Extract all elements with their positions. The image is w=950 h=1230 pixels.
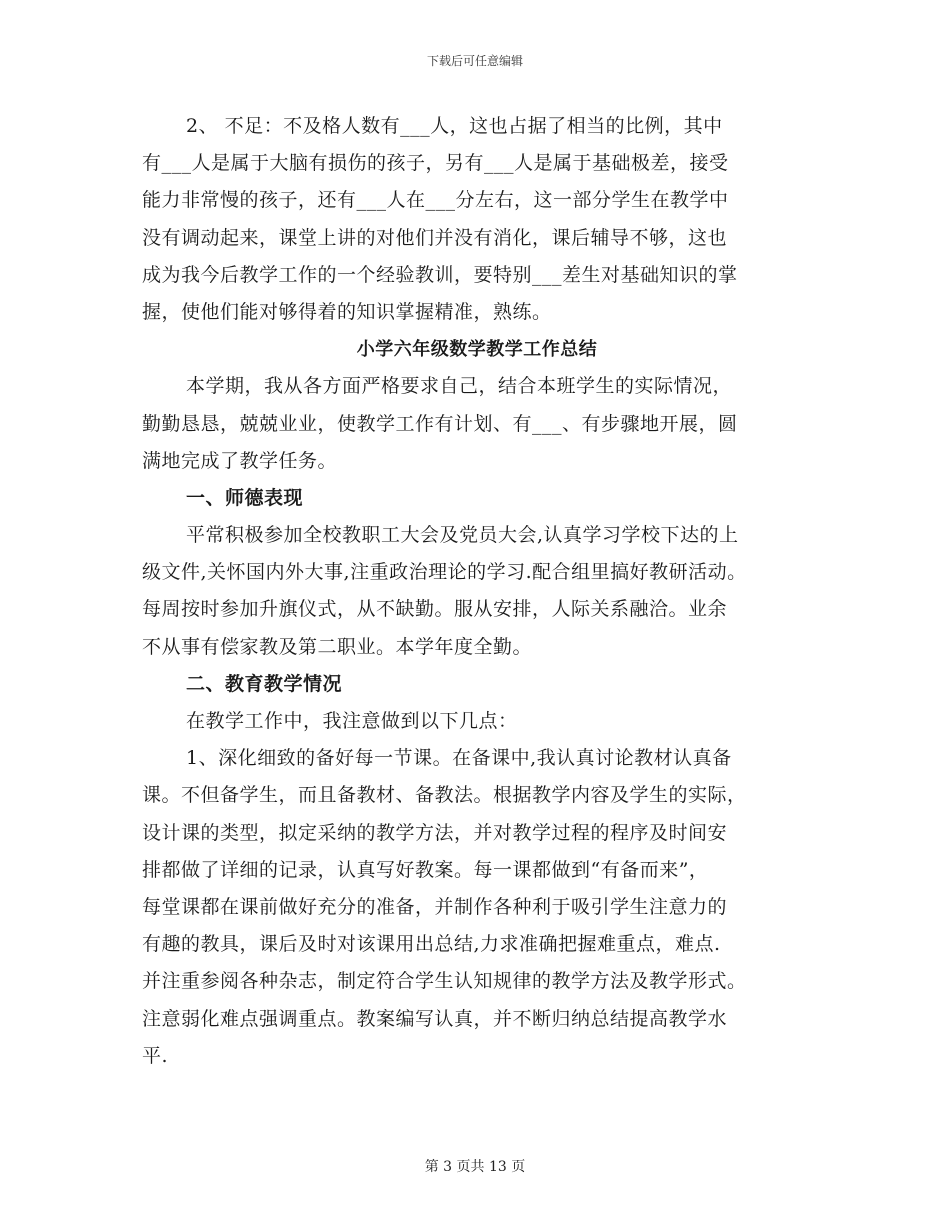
paragraph-line: 本学期，我从各方面严格要求自己，结合本班学生的实际情况， — [186, 375, 733, 398]
paragraph-line: 平. — [142, 1044, 169, 1067]
paragraph-line: 每堂课都在课前做好充分的准备，并制作各种利于吸引学生注意力的 — [142, 895, 728, 918]
paragraph-line: 在教学工作中，我注意做到以下几点： — [186, 710, 518, 732]
paragraph-line: 满地完成了教学任务。 — [142, 449, 338, 472]
page-number: 第 3 页共 13 页 — [424, 1159, 526, 1175]
paragraph-line: 握，使他们能对够得着的知识掌握精准，熟练。 — [142, 300, 552, 323]
paragraph-line: 成为我今后教学工作的一个经验教训，要特别___差生对基础知识的掌 — [142, 263, 738, 286]
paragraph-line: 没有调动起来，课堂上讲的对他们并没有消化，课后辅导不够，这也 — [142, 226, 728, 249]
paragraph-line: 并注重参阅各种杂志，制定符合学生认知规律的教学方法及教学形式。 — [142, 970, 747, 993]
paragraph-line: 能力非常慢的孩子，还有___人在___分左右，这一部分学生在教学中 — [142, 189, 729, 212]
paragraph-line: 设计课的类型，拟定采纳的教学方法，并对教学过程的程序及时间安 — [142, 821, 728, 844]
page-header: 下载后可任意编辑 — [426, 54, 523, 68]
paragraph-line: 2、 不足：不及格人数有___人，这也占据了相当的比例，其中 — [186, 115, 723, 137]
paragraph-line: 排都做了详细的记录，认真写好教案。每一课都做到“有备而来”， — [142, 858, 709, 881]
document-body — [142, 108, 812, 1075]
paragraph-line: 不从事有偿家教及第二职业。本学年度全勤。 — [142, 635, 533, 658]
section-heading: 一、师德表现 — [186, 486, 304, 509]
section-heading: 二、教育教学情况 — [186, 672, 343, 695]
paragraph-line: 勤勤恳恳，兢兢业业，使教学工作有计划、有___、有步骤地开展，圆 — [142, 412, 738, 435]
paragraph-line: 平常积极参加全校教职工大会及党员大会,认真学习学校下达的上 — [186, 524, 739, 547]
paragraph-line: 级文件,关怀国内外大事,注重政治理论的学习.配合组里搞好教研活动。 — [142, 561, 747, 584]
paragraph-line: 有趣的教具，课后及时对该课用出总结,力求准确把握难重点，难点. — [142, 933, 721, 956]
paragraph-line: 每周按时参加升旗仪式，从不缺勤。服从安排，人际关系融洽。业余 — [142, 598, 728, 621]
paragraph-line: 课。不但备学生，而且备教材、备教法。根据教学内容及学生的实际， — [142, 784, 747, 807]
document-title: 小学六年级数学教学工作总结 — [356, 339, 598, 361]
paragraph-line: 注意弱化难点强调重点。教案编写认真，并不断归纳总结提高教学水 — [142, 1007, 728, 1030]
paragraph-line: 1、深化细致的备好每一节课。在备课中,我认真讨论教材认真备 — [186, 747, 732, 770]
paragraph-line: 有___人是属于大脑有损伤的孩子，另有___人是属于基础极差，接受 — [142, 152, 729, 175]
